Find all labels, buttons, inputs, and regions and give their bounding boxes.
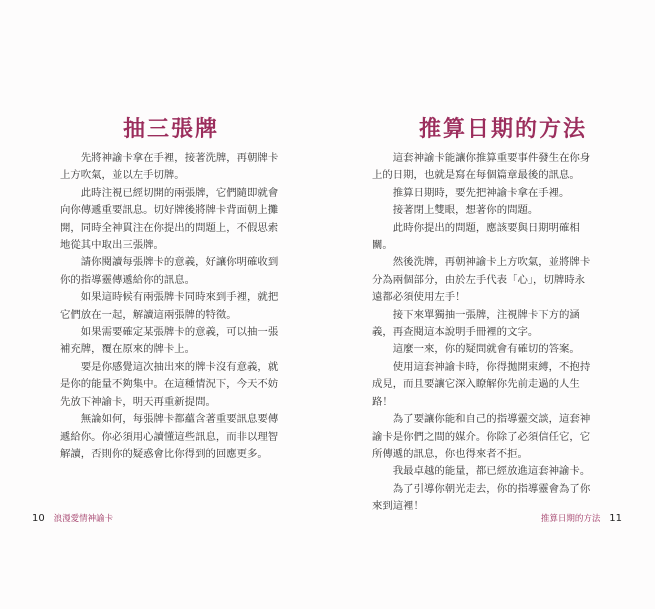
paragraph: 此時你提出的問題，應該要與日期明確相關。 <box>372 221 580 252</box>
paragraph: 推算日期時，要先把神諭卡拿在手裡。 <box>392 186 570 199</box>
paragraph: 無論如何，每張牌卡都蘊含著重要訊息要傳遞給你。你必須用心讀懂這些訊息，而非以理智解讀，否則你的疑惑會比你得到的回應更多。 <box>60 413 279 460</box>
left-page <box>0 0 327 609</box>
page-number: 10 <box>32 513 45 524</box>
paragraph: 要是你感覺這次抽出來的牌卡沒有意義，就是你的能量不夠集中。在這種情況下，今天不妨先放下神諭卡，明天再重新提問。 <box>60 360 279 408</box>
paragraph: 如果這時候有兩張牌卡同時來到手裡，就把它們放在一起，解讀這兩張牌的特徵。 <box>60 291 279 321</box>
paragraph: 請你閱讀每張牌卡的意義，好讓你明確收到你的指導靈傳遞給你的訊息。 <box>60 256 279 286</box>
body-text <box>372 150 594 516</box>
paragraph: 這套神諭卡能讓你推算重要事件發生在你身上的日期，也就是寫在每個篇章最後的訊息。 <box>372 152 591 182</box>
paragraph: 此時注視已經切開的兩張牌，它們隨即就會向你傳遞重要訊息。切好牌後將牌卡背面朝上攤開，同時全神貫注在你提出的問題上，不假思索地從其中取出三張牌。 <box>60 186 279 252</box>
running-title: 浪漫愛情神諭卡 <box>53 514 114 524</box>
paragraph: 先將神諭卡拿在手裡，接著洗牌，再朝牌卡上方吹氣，並以左手切牌。 <box>60 152 279 182</box>
paragraph: 如果需要確定某張牌卡的意義，可以抽一張補充牌，覆在原來的牌卡上。 <box>60 326 279 356</box>
right-page <box>327 0 655 609</box>
running-title: 推算日期的方法 <box>540 514 601 524</box>
page-title: 抽三張牌 <box>123 117 220 142</box>
paragraph: 使用這套神諭卡時，你得拋開束縛，不抱持成見，而且要讓它深入瞭解你先前走過的人生路！ <box>372 360 591 408</box>
page-title: 推算日期的方法 <box>419 117 588 142</box>
paragraph: 為了引導你朝光走去，你的指導靈會為了你來到這裡！ <box>372 482 591 513</box>
page-footer <box>32 512 113 524</box>
page-footer <box>541 512 622 524</box>
paragraph: 接著閉上雙眼，想著你的問題。 <box>392 204 539 217</box>
paragraph: 這麼一來，你的疑問就會有確切的答案。 <box>392 343 580 356</box>
paragraph: 我最卓越的能量，都已經放進這套神諭卡。 <box>392 465 591 478</box>
paragraph: 然後洗牌，再朝神諭卡上方吹氣，並將牌卡分為兩個部分，由於左手代表「心」，切牌時永遠都必須使用左手！ <box>372 256 591 304</box>
body-text <box>60 150 280 463</box>
paragraph: 為了要讓你能和自己的指導靈交談，這套神諭卡是你們之間的媒介。你除了必須信任它，它所傳遞的訊息，你也得來者不拒。 <box>372 413 591 460</box>
paragraph: 接下來單獨抽一張牌，注視牌卡下方的涵義，再查閱這本說明手冊裡的文字。 <box>372 308 580 339</box>
page-number: 11 <box>609 513 622 524</box>
